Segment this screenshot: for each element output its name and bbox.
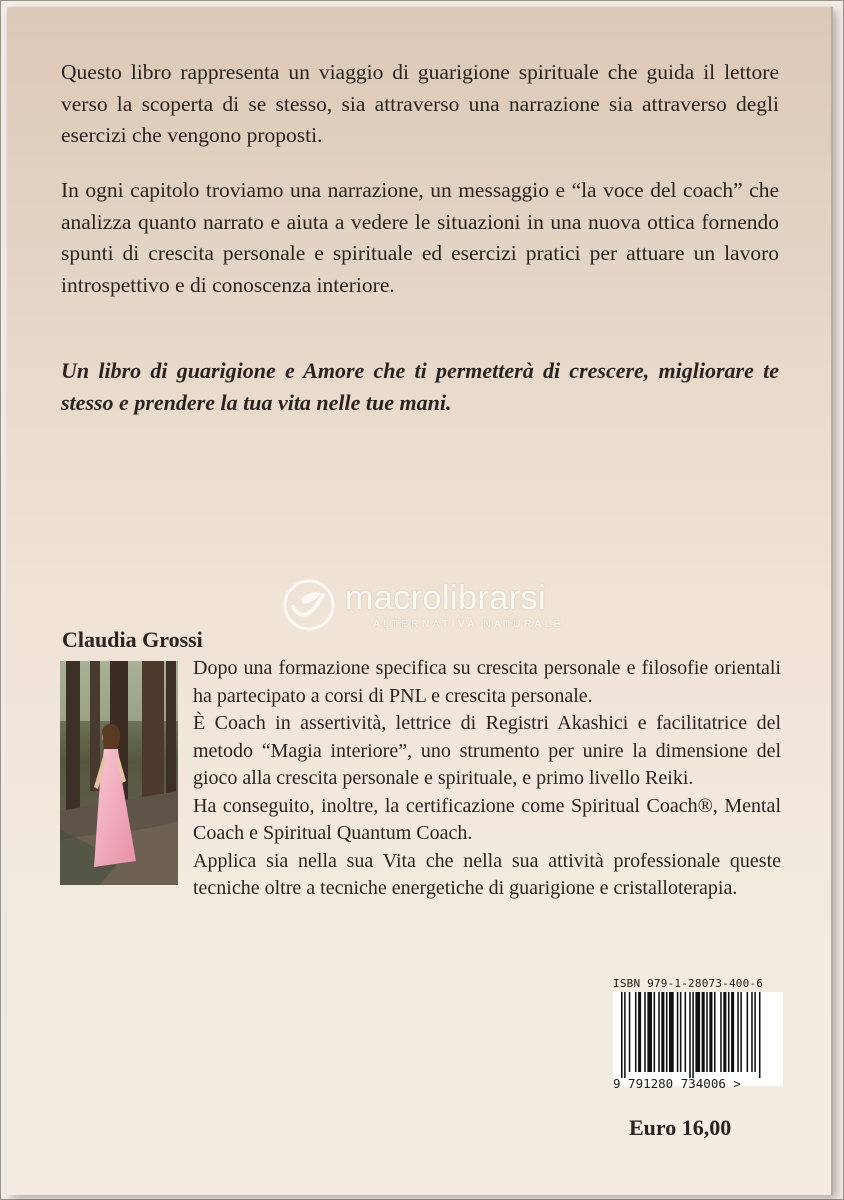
- tagline-paragraph: Un libro di guarigione e Amore che ti permetterà di crescere, migliorare te stesso e prendere la tua vita nelle tue mani.: [61, 358, 779, 415]
- barcode-bar: [624, 992, 626, 1078]
- barcode-bar: [702, 992, 705, 1072]
- barcode-bar: [751, 992, 753, 1072]
- bio-paragraph: Dopo una formazione specifica su crescita personale e filosofie orientali ha partecipato a corsi di PNL e crescita personale.: [193, 657, 781, 707]
- barcode-bar: [685, 992, 687, 1072]
- barcode-bar: [644, 992, 646, 1072]
- barcode-bar: [695, 992, 700, 1072]
- barcode-bar: [689, 992, 691, 1078]
- barcode-bar: [723, 992, 726, 1072]
- ean-digits: 9 791280 734006 >: [613, 1076, 741, 1091]
- barcode-bar: [709, 992, 712, 1072]
- barcode-bar: [737, 992, 739, 1072]
- bio-paragraph: Applica sia nella sua Vita che nella sua attività professionale queste tecniche oltre a tecniche energetiche di guarigione e cristalloterapia.: [193, 849, 781, 899]
- watermark: [277, 575, 597, 639]
- author-name: Claudia Grossi: [62, 627, 203, 652]
- description-paragraph-2: In ogni capitolo troviamo una narrazione, un messaggio e “la voce del coach” che analizza quanto narrato e aiuta a vedere le situazioni in una nuova ottica fornendo spunti di crescita personale e spirituale ed esercizi pratici per attuare un lavoro introspettivo e di conoscenza interiore.: [61, 178, 779, 297]
- barcode-bar: [621, 992, 623, 1078]
- bio-paragraph: È Coach in assertività, lettrice di Registri Akashici e facilitatrice del metodo “Magia interiore”, uno strumento per unire la dimensione del gioco alla crescita personale e spirituale, e primo livello Reiki.: [193, 712, 781, 789]
- barcode-bar: [759, 992, 761, 1078]
- barcode-bar: [754, 992, 756, 1072]
- barcode-bar: [692, 992, 694, 1078]
- barcode-bar: [666, 992, 668, 1072]
- bio-paragraph: Ha conseguito, inoltre, la certificazione come Spiritual Coach®, Mental Coach e Spiritual Quantum Coach.: [193, 794, 781, 844]
- watermark-name: macrolibrarsi: [345, 579, 547, 617]
- isbn-text: ISBN 979-1-28073-400-6: [613, 977, 764, 990]
- barcode-bar: [747, 992, 749, 1072]
- barcode-bar: [728, 992, 730, 1072]
- barcode-bar: [731, 992, 734, 1072]
- macrolibrarsi-logo-icon: [281, 577, 337, 633]
- barcode: [613, 992, 783, 1086]
- description-paragraph-1: Questo libro rappresenta un viaggio di guarigione spirituale che guida il lettore verso la scoperta di se stesso, sia attraverso una narrazione sia attraverso degli esercizi che vengono proposti.: [61, 60, 779, 147]
- barcode-bar: [677, 992, 679, 1072]
- barcode-bar: [647, 992, 652, 1072]
- book-back-cover: [7, 7, 833, 1195]
- barcode-bar: [658, 992, 660, 1072]
- barcode-bar: [706, 992, 708, 1072]
- price: Euro 16,00: [629, 1115, 732, 1140]
- barcode-bar: [740, 992, 742, 1072]
- barcode-bar: [638, 992, 641, 1072]
- barcode-bar: [635, 992, 637, 1072]
- barcode-bar: [661, 992, 664, 1072]
- author-bio: [193, 655, 781, 903]
- barcode-bar: [680, 992, 682, 1072]
- barcode-bar: [654, 992, 656, 1072]
- watermark-tagline: ALTERNATIVA NATURALE: [373, 619, 564, 630]
- barcode-bar: [714, 992, 716, 1072]
- barcode-bar: [669, 992, 674, 1072]
- author-photo: [60, 661, 178, 885]
- barcode-bar: [629, 992, 631, 1072]
- barcode-bar: [720, 992, 722, 1072]
- barcode-block: [613, 977, 783, 1109]
